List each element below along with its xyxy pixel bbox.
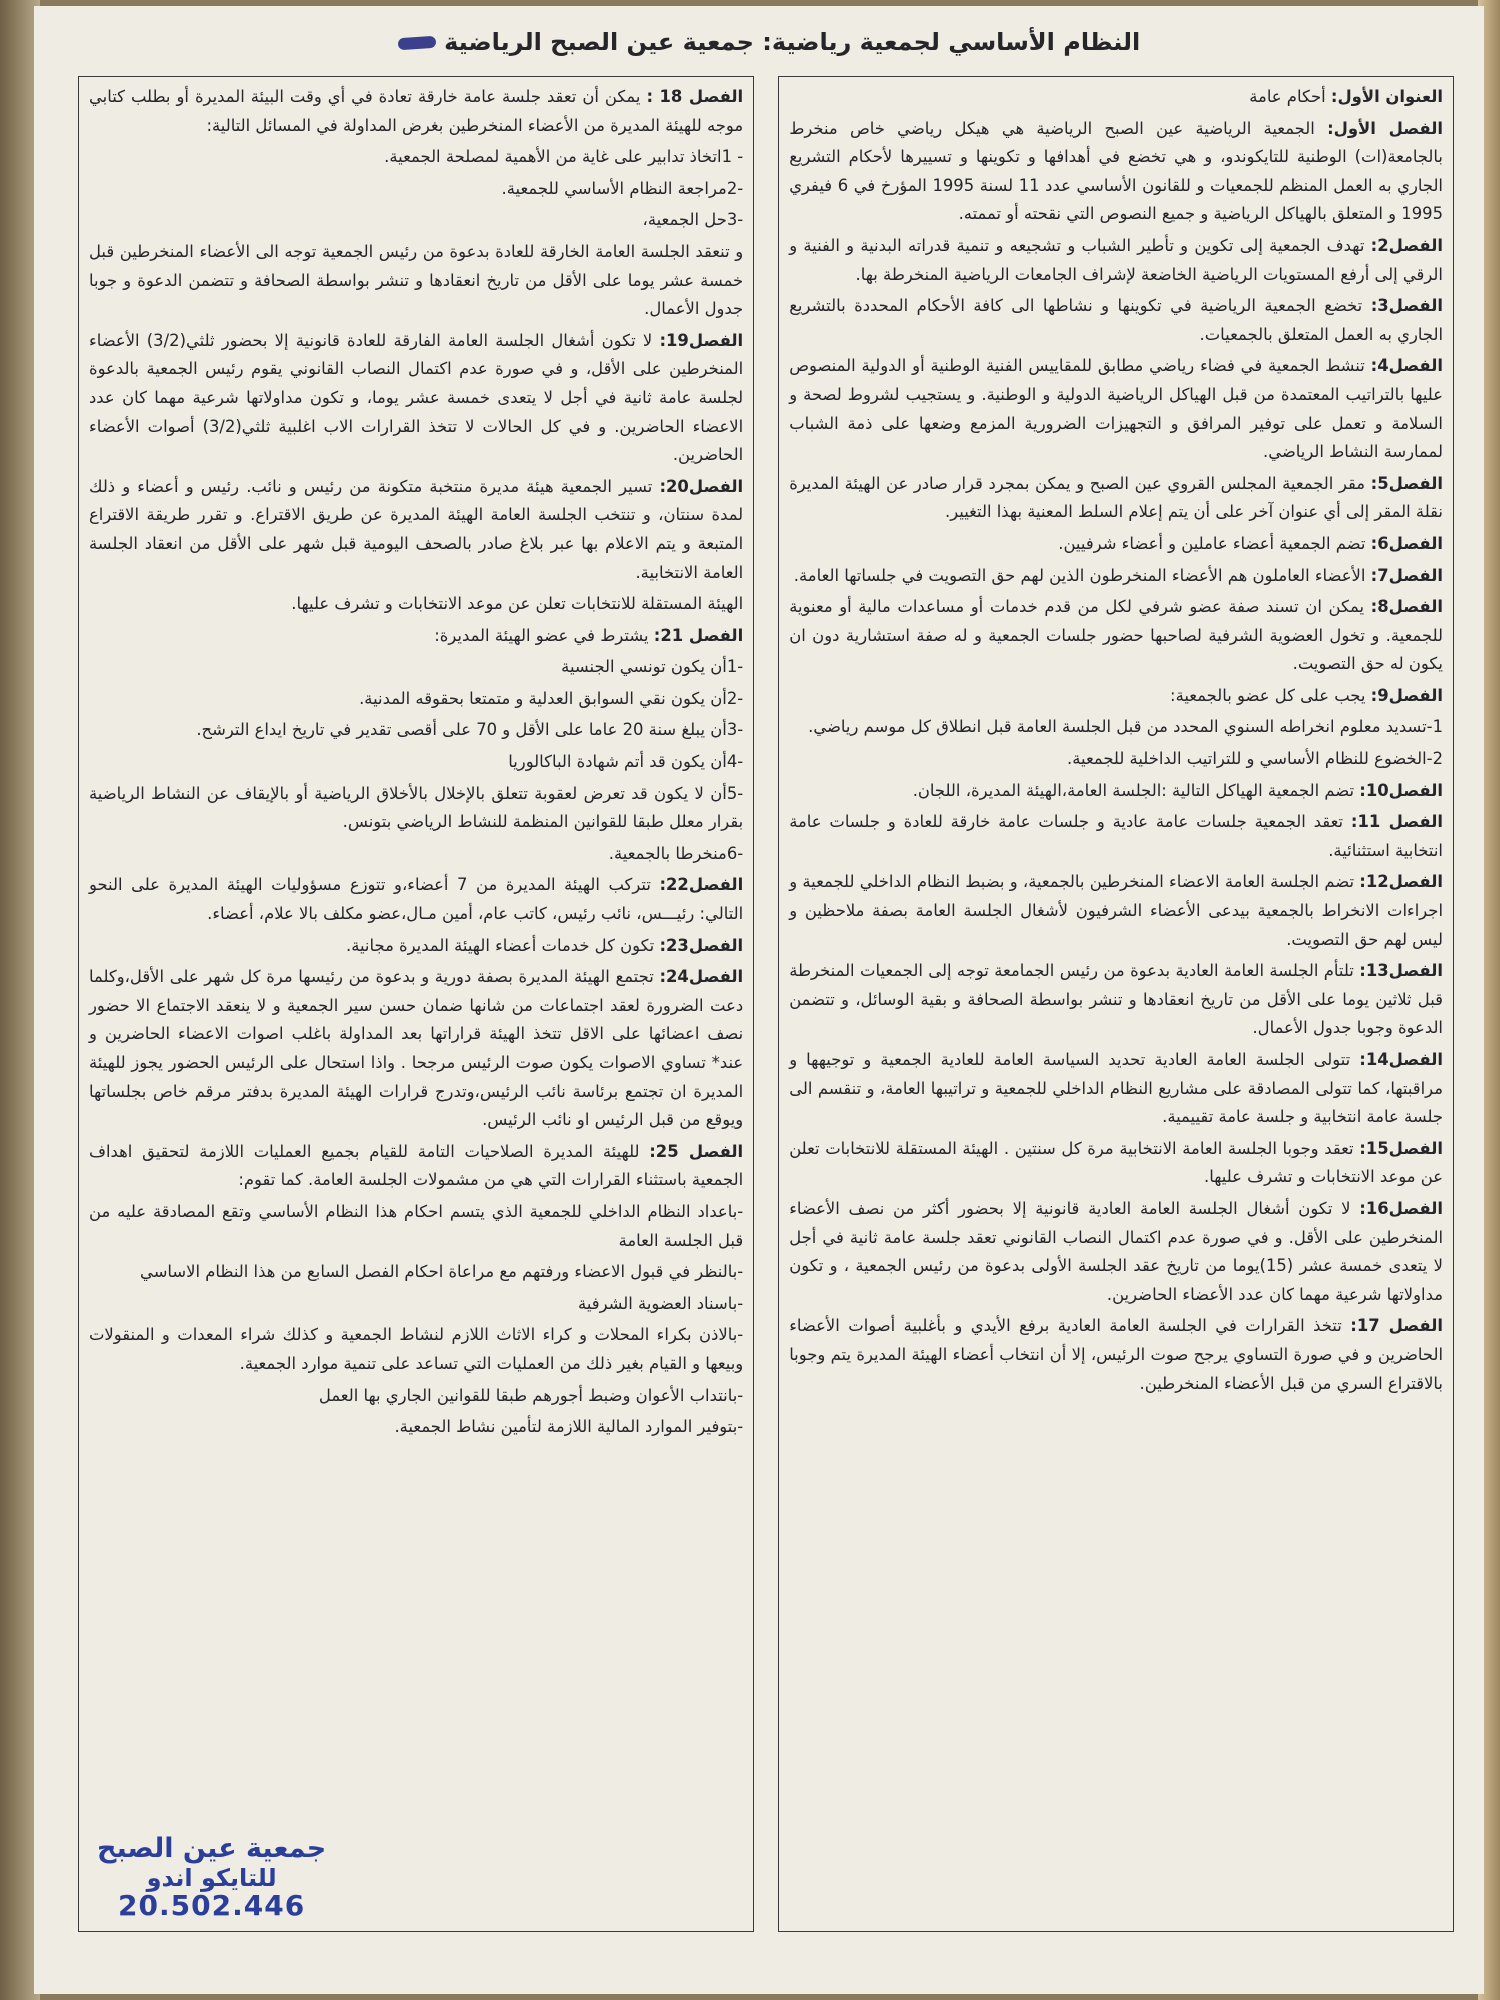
left-column-body (89, 83, 743, 1442)
article-text: الأعضاء العاملون هم الأعضاء المنخرطون الذين لهم حق التصويت في جلساتها العامة. (793, 565, 1366, 585)
article-text: يمكن أن تعقد جلسة عامة خارقة تعادة في أي وقت البيئة المديرة أو بطلب كتابي موجه للهيئة المديرة من الأعضاء المنخرطين بغرض المداولة في المسائل التالية: (89, 87, 744, 135)
article-text: -5أن لا يكون قد تعرض لعقوبة تتعلق بالإخلال بالأخلاق الرياضية أو بالإيقاف عن النشاط الرياضية بقرار معلل طبقا للقوانين المنظمة للنشاط الرياضي بتونس. (89, 783, 744, 832)
article-text: تضم الجلسة العامة الاعضاء المنخرطين بالجمعية، و بضبط النظام الداخلي للجمعية و اجراءات الانخراط بالجمعية بيدعى الأعضاء الشرفيون لأشغال الجلسة العامة بصفة ملاحظين و ليس لهم حق التصويت. (789, 872, 1443, 949)
stamp-phone: 20.502.446 (118, 1889, 306, 1923)
stamp-line-1: جمعية عين الصبح (97, 1833, 327, 1865)
article-text: -2أن يكون نقي السوابق العدلية و متمتعا بحقوقه المدنية. (359, 688, 744, 708)
article-label: العنوان الأول: (1330, 87, 1443, 106)
article-paragraph (789, 83, 1443, 112)
document-title-text: النظام الأساسي لجمعية رياضية: جمعية عين الصبح الرياضية (444, 28, 1141, 56)
article-paragraph (89, 1138, 743, 1195)
article-paragraph (789, 957, 1443, 1043)
article-label: الفصل10: (1359, 780, 1443, 800)
article-text: تتولى الجلسة العامة العادية تحديد السياسة العامة للعادية الجمعية و توجيهها و مراقبتها، كما تتولى المصادقة على مشاريع النظام الداخلي للجمعية و تراتيبها العامة، و تنقسم الى جلسة عامة انتخابية و جلسة عامة تقييمية. (789, 1050, 1443, 1127)
article-paragraph (789, 1046, 1443, 1132)
article-text: تلتأم الجلسة العامة العادية بدعوة من رئيس الجمامعة توجه إلى الجمعيات المنخرطة قبل ثلاثين يوما على الأقل من تاريخ انعقادها و تنشر بواسطة الصحافة و بقية الوسائل، و تتضمن الدعوة وجوبا جدول الأعمال. (789, 961, 1443, 1038)
article-paragraph (89, 83, 743, 140)
article-paragraph (789, 1135, 1443, 1192)
article-label: الفصل6: (1370, 533, 1443, 553)
article-paragraph (89, 143, 743, 172)
article-paragraph (89, 1321, 743, 1378)
article-text: تجتمع الهيئة المديرة بصفة دورية و بدعوة من رئيسها مرة كل شهر على الأقل،وكلما دعت الضرورة لعقد اجتماعات من شانها ضمان حسن سير الجمعية و لا ينعقد الاجتماع الا حضور نصف اعضائها على الاقل تتخذ الهيئة قراراتها بعد المداولة باغلب اصوات الاعضاء الحاضرين و عند* تساوي الاصوات يكون صوت الرئيس مرجحا . واذا استحال على الرئيس الحضور يجوز للهيئة المديرة ان تجتمع برئاسة نائب الرئيس،وتدرج قرارات الهيئة المديرة بدفتر مرقم خاص بجلساتها ويوقع من قبل الرئيس او نائب الرئيس. (89, 967, 744, 1130)
right-column (778, 76, 1454, 1956)
article-label: الفصل7: (1370, 565, 1443, 585)
article-text: الهيئة المستقلة للانتخابات تعلن عن موعد الانتخابات و تشرف عليها. (291, 594, 744, 614)
article-paragraph (89, 871, 743, 928)
article-paragraph (89, 653, 743, 682)
article-paragraph (789, 1195, 1443, 1309)
article-paragraph (789, 292, 1443, 349)
article-text: -1أن يكون تونسي الجنسية (561, 657, 744, 677)
two-column-body (78, 76, 1454, 1956)
article-label: الفصل19: (659, 330, 744, 350)
article-paragraph (89, 590, 743, 619)
article-paragraph (89, 716, 743, 745)
article-text: تضم الجمعية أعضاء عاملين و أعضاء شرفيين. (1058, 533, 1366, 553)
article-label: الفصل 11: (1350, 812, 1443, 832)
article-label: الفصل24: (659, 967, 744, 987)
article-label: الفصل14: (1359, 1050, 1443, 1069)
article-paragraph (789, 530, 1443, 559)
article-text: -باعداد النظام الداخلي للجمعية الذي يتسم احكام هذا النظام الأساسي وتقع المصادقة عليه من قبل الجلسة العامة (89, 1201, 744, 1250)
article-paragraph (89, 1290, 743, 1319)
article-paragraph (789, 682, 1443, 711)
article-label: الفصل الأول: (1327, 118, 1443, 138)
article-paragraph (89, 206, 743, 235)
article-paragraph (789, 115, 1443, 229)
article-text: لا تكون أشغال الجلسة العامة العادية قانونية إلا بحضور أكثر من نصف الأعضاء المنخرطين على الأقل. و في صورة عدم اكتمال النصاب القانوني تعقد جلسة عامة ثانية في أجل لا يتعدى خمسة عشر (15)يوما من تاريخ عقد الجلسة الأولى بدعوة من رئيس الجمعية ، و تكون مداولاتها شرعية مهما كان عدد الأعضاء الحاضرين. (789, 1198, 1443, 1304)
article-label: الفصل8: (1370, 597, 1443, 617)
article-text: أحكام عامة (1249, 87, 1326, 106)
article-paragraph (89, 780, 743, 837)
article-text: يجب على كل عضو بالجمعية: (1170, 685, 1366, 705)
article-label: الفصل3: (1370, 296, 1444, 316)
article-text: - 1اتخاذ تدابير على غاية من الأهمية لمصلحة الجمعية. (384, 147, 744, 167)
article-paragraph (89, 685, 743, 714)
article-text: -بالنظر في قبول الاعضاء ورفتهم مع مراعاة احكام الفصل السابع من هذا النظام الاساسي (140, 1262, 744, 1282)
article-text: تعقد الجمعية جلسات عامة عادية و جلسات عامة خارقة للعادة و جلسات عامة انتخابية استثنائية. (789, 812, 1443, 860)
article-text: -4أن يكون قد أتم شهادة الباكالوريا (508, 752, 744, 772)
article-paragraph (89, 748, 743, 777)
article-text: يشترط في عضو الهيئة المديرة: (434, 625, 649, 645)
article-paragraph (89, 327, 743, 470)
article-paragraph (89, 1198, 743, 1255)
article-paragraph (789, 562, 1443, 591)
article-label: الفصل22: (659, 875, 744, 895)
article-paragraph (789, 352, 1443, 466)
article-text: 2-الخضوع للنظام الأساسي و للتراتيب الداخلية للجمعية. (1067, 749, 1443, 769)
article-paragraph (89, 963, 743, 1135)
article-text: تنشط الجمعية في فضاء رياضي مطابق للمقاييس الفنية الوطنية أو الدولية المنصوص عليها بالتراتيب المعتمدة من قبل الهياكل الرياضية الدولية و الوطنية. و يستجيب لشروط لصحة و السلامة و تعمل على توفير المرافق و التجهيزات الضرورية المزمع وضعها على ذمة الشباب لممارسة النشاط الرياضي. (789, 356, 1443, 462)
pen-scribble-mark (397, 36, 436, 51)
article-label: الفصل4: (1370, 356, 1443, 376)
article-text: -بانتداب الأعوان وضبط أجورهم طبقا للقوانين الجاري بها العمل (318, 1385, 744, 1405)
article-paragraph (89, 840, 743, 869)
article-label: الفصل9: (1370, 685, 1443, 705)
article-label: الفصل15: (1359, 1138, 1443, 1158)
article-text: -بتوفير الموارد المالية اللازمة لتأمين نشاط الجمعية. (394, 1417, 744, 1437)
article-label: الفصل2: (1370, 235, 1443, 255)
article-text: -3حل الجمعية، (642, 210, 744, 230)
article-paragraph (89, 175, 743, 204)
article-text: يمكن ان تسند صفة عضو شرفي لكل من قدم خدمات أو مساعدات مالية أو معنوية للجمعية. و تخول العضوية الشرفية لصاحبها حضور جلسات الجمعية و له صفة استشارية دون ان يكون له حق التصويت. (789, 597, 1443, 674)
article-text: -2مراجعة النظام الأساسي للجمعية. (501, 178, 744, 198)
article-paragraph (89, 932, 743, 961)
article-paragraph (89, 473, 743, 587)
article-text: لا تكون أشغال الجلسة العامة الفارقة للعادة قانونية إلا بحضور ثلثي(3/2) الأعضاء المنخرطين على الأقل، و في صورة عدم اكتمال النصاب القانوني يقوم رئيس الجمعية بالدعوة لجلسة عامة ثانية في أجل لا يتعدى خمسة عشر يوما، و تكون مداولاتها شرعية مهما كان عدد الاعضاء الحاضرين. و في كل الحالات لا تتخذ القرارات الاب اغلبية ثلثي(3/2) أصوات الأعضاء الحاضرين. (89, 330, 744, 465)
article-label: الفصل20: (659, 476, 744, 496)
article-paragraph (789, 1312, 1443, 1398)
article-paragraph (789, 777, 1443, 806)
article-paragraph (789, 470, 1443, 527)
document-page (34, 6, 1484, 1994)
article-paragraph (89, 238, 743, 324)
article-label: الفصل23: (659, 935, 744, 955)
article-text: مقر الجمعية المجلس القروي عين الصبح و يمكن بمجرد قرار صادر عن الهيئة المديرة نقلة المقر إلى أي عنوان آخر على أن يتم إعلام السلط المعنية بهذا التغيير. (789, 473, 1443, 522)
article-text: للهيئة المديرة الصلاحيات التامة للقيام بجميع العمليات اللازمة لتحقيق اهداف الجمعية باستثناء القرارات التي هي من مشمولات الجلسة العامة. كما تقوم: (89, 1141, 744, 1190)
article-paragraph (789, 868, 1443, 954)
right-column-frame (778, 76, 1454, 1932)
article-label: الفصل 18 : (646, 87, 744, 106)
article-text: تتخذ القرارات في الجلسة العامة العادية برفع الأيدي و بأغلبية أصوات الأعضاء الحاضرين و في صورة التساوي يرجح صوت الرئيس، إلا أن انتخاب أعضاء الهيئة المديرة يتم وجوبا بالاقتراع السري من قبل الأعضاء المنخرطين. (789, 1316, 1443, 1393)
article-text: تتركب الهيئة المديرة من 7 أعضاء،و تتوزع مسؤوليات الهيئة المديرة على النحو التالي: رئيـــس، نائب رئيس، كاتب عام، أمين مـال،عضو مكلف بالا علام، أعضاء. (89, 875, 744, 924)
article-text: تخضع الجمعية الرياضية في تكوينها و نشاطها الى كافة الأحكام المحددة بالتشريع الجاري به العمل المتعلق بالجمعيات. (789, 296, 1443, 344)
article-text: تضم الجمعية الهياكل التالية :الجلسة العامة،الهيئة المديرة، اللجان. (912, 780, 1355, 800)
article-paragraph (89, 1258, 743, 1287)
article-label: الفصل 25: (649, 1141, 744, 1161)
article-text: تهدف الجمعية إلى تكوين و تأطير الشباب و تشجيعه و تنمية قدراته البدنية و الفنية و الرقي إلى أرفع المستويات الرياضية الخاضعة لإشراف الجامعات الرياضية المنخرطة بها. (789, 235, 1443, 284)
article-text: تسير الجمعية هيئة مديرة منتخبة متكونة من رئيس و نائب. رئيس و أعضاء و ذلك لمدة سنتان، و تنتخب الجلسة العامة الهيئة المديرة عن طريق الاقتراع. و تقرر طريقة الاقتراع المتبعة و يتم الاعلام بها عبر بلاغ صادر بالصحف اليومية قبل شهر على الأقل من انعقاد الجلسة العامة الانتخابية. (89, 476, 744, 582)
article-text: -6منخرطا بالجمعية. (608, 843, 744, 863)
article-label: الفصل 21: (653, 625, 744, 645)
article-text: تعقد وجوبا الجلسة العامة الانتخابية مرة كل سنتين . الهيئة المستقلة للانتخابات تعلن عن موعد الانتخابات و تشرف عليها. (789, 1138, 1443, 1187)
article-text: -3أن يبلغ سنة 20 عاما على الأقل و 70 على أقصى تقدير في تاريخ ايداع الترشح. (196, 720, 744, 740)
association-stamp (97, 1835, 326, 1921)
article-text: الجمعية الرياضية عين الصبح الرياضية هي هيكل رياضي خاص منخرط بالجامعة(ات) الوطنية للتايكوندو، و هي تخضع في أهدافها و تكوينها و تسييرها لأحكام التشريع الجاري به العمل المنظم للجمعيات و للقانون الأساسي عدد 11 لسنة 1995 المؤرخ في 6 فيفري 1995 و المتعلق بالهياكل الرياضية و جميع النصوص التي نقحته أو تممته. (789, 118, 1443, 224)
article-text: -بالاذن بكراء المحلات و كراء الاثاث اللازم لنشاط الجمعية و كذلك شراء المعدات و المنقولات وبيعها و القيام بغير ذلك من العمليات التي تساعد على تنمية موارد الجمعية. (89, 1325, 744, 1373)
article-paragraph (89, 1413, 743, 1442)
left-column (78, 76, 754, 1932)
article-label: الفصل 17: (1350, 1316, 1443, 1336)
article-paragraph (789, 232, 1443, 289)
document-title (78, 28, 1454, 56)
article-label: الفصل16: (1359, 1198, 1443, 1218)
article-label: الفصل12: (1359, 872, 1443, 892)
article-paragraph (789, 713, 1443, 742)
stamp-line-2: للتايكو اندو (146, 1863, 277, 1892)
article-paragraph (89, 622, 743, 651)
article-paragraph (789, 808, 1443, 865)
article-label: الفصل5: (1370, 473, 1443, 493)
article-paragraph (789, 745, 1443, 774)
article-text: -باسناد العضوية الشرفية (578, 1293, 744, 1313)
article-text: و تنعقد الجلسة العامة الخارقة للعادة بدعوة من رئيس الجمعية توجه الى الأعضاء المنخرطين قبل خمسة عشر يوما على الأقل من تاريخ انعقادها و تنشر بواسطة الصحافة و تتضمن الدعوة و جوبا جدول الأعمال. (89, 241, 744, 319)
article-label: الفصل13: (1359, 961, 1443, 981)
article-text: 1-تسديد معلوم انخراطه السنوي المحدد من قبل الجلسة العامة قبل انطلاق كل موسم رياضي. (808, 717, 1443, 737)
article-paragraph (89, 1382, 743, 1411)
article-text: تكون كل خدمات أعضاء الهيئة المديرة مجانية. (345, 935, 655, 955)
article-paragraph (789, 593, 1443, 679)
